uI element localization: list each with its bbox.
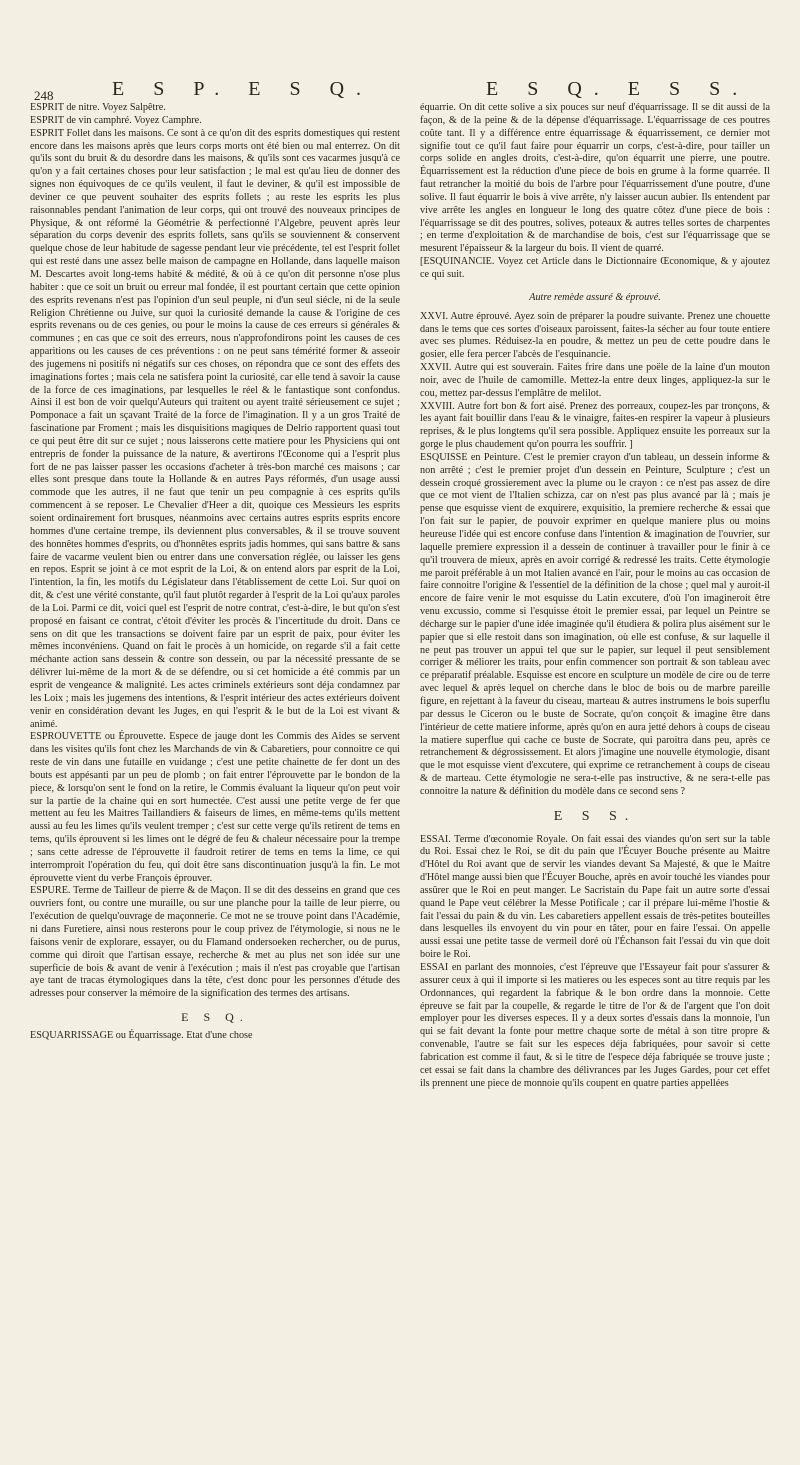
subheading-remede: Autre remède assuré & éprouvé. [529, 291, 661, 303]
section-heading-esq: E S Q. [181, 1010, 249, 1025]
entry-esquisse: ESQUISSE en Peinture. C'est le premier crayon d'un tableau, un dessein informe & non arrêté ; c'est le premier projet d'un dessein en Peinture, Sculpture ; c'est un dessein croqué grossierement avec la plume ou le crayon : ce n'est pas assez de dire que ce mot vient de l'Italien schizza, car on n'est pas plus avancé par là ; mais je pense que esquisse vient de exquirere, exquisitio, la premiere recherche & essai que l'on fait sur le papier, de pouvoir exprimer en quelque maniere plus ou moins heureuse l'idée qui est encore confuse dans l'intention & imagination de l'ouvrier, sur laquelle premiere expression il a dessein de continuer à travailler pour le finir à ce qu'il trouvera de mieux, après en avoir corrigé & redressé les traits. Cette étymologie me paroit préférable à un mot Italien avancé en l'air, pour le moins au cas occasion de faire connoitre l'origine & l'essentiel de la définition de la chose ; quel mal y auroit-il encore de faire venir le mot esquisse du Latin excutere, d'où l'on imagineroit être venu excussio, comme si l'esquisse étoit le premier essai, par lequel un Peintre se décharge sur le papier d'une idée imaginée qu'il étudiera & polira plus aisément sur le papier que si elle restoit dans son imagination, où elle est confuse, & sur laquelle il ne peut pas trouver un appui tel que sur le papier, sur lequel il peut sensiblement corriger & méliorer les traits, pour enfin commencer son portrait & son tableau avec ce préparatif préalable. Esquisse est encore en sculpture un modèle de cire ou de terre avec lequel & après lequel on cherche dans le bloc de bois ou de marbre pareille figure, en rejettant à la faveur du ciseau, marteau & autres instrumens le bois superflu par dessus le Ciceron ou le buste de Socrate, qu'on conçoit & imagine être dans l'intérieur de cette matiere informe, après qu'on en aura jetté dehors à coups de ciseau la matiere superflue qui cache ce buste de Socrate, qui paroitra dans peu, après ce retranchement & dégrossissement. Et alors j'imagine une nouvelle étymologie, disant que le mot esquisse vient d'excutere, qui exprime ce retranchement à coups de ciseau & de marteau. Cette étymologie ne sera-t-elle pas instructive, & ne sera-t-elle pas connoitre la nature & définition du modèle dans ce second sens ? [420, 451, 770, 797]
running-title-left: E S P. E S Q. [112, 78, 374, 100]
running-title-right: E S Q. E S S. [486, 78, 750, 100]
left-column [30, 102, 400, 1043]
entry-esprit-vin: ESPRIT de vin camphré. Voyez Camphre. [30, 114, 202, 126]
entry-esprit-nitre: ESPRIT de nitre. Voyez Salpêtre. [30, 102, 166, 113]
entry-espure: ESPURE. Terme de Tailleur de pierre & de Maçon. Il se dit des desseins en grand que ces ouvriers font, ou contre une muraille, ou sur une planche pour la taille de leur pierre, ou l'exécution de quelqu'ouvrage de maçonnerie. Ce mot ne se trouve point dans l'Académie, ni dans Furetiere, ainsi nous resterons pour le coup privez de l'étymologie, si nous ne le faisons venir de explorare, essayer, ou du Flamand ondersoeken rechercher, ou de purus, comme qui diroit que l'artisan essaye, recherche & met au plus net son idée sur une superficie de bois & avant de venir à l'exécution ; mais il n'est pas croyable que l'artisan aye tant de tracas étymologiques dans la tête, c'est donc pour les personnes d'étude des adresses pour conserver la mémoire de la signification des termes des artisans. [30, 885, 400, 1000]
remede-xxvi: XXVI. Autre éprouvé. Ayez soin de préparer la poudre suivante. Prenez une chouette dans le tems que ces sortes d'oiseaux paroissent, faites-la sécher au four toute entiere avec ses plumes. Réduisez-la en poudre, & mettez un peu de cette poudre dans le gosier, elle fera percer l'abcès de l'esquinancie. [420, 310, 770, 361]
right-column [420, 102, 770, 1090]
entry-esquinancie: [ESQUINANCIE. Voyez cet Article dans le Dictionnaire Œconomique, & y ajoutez ce qui suit. [420, 256, 770, 280]
entry-esquarrissage: ESQUARRISSAGE ou Équarrissage. Etat d'une chose [30, 1029, 253, 1041]
entry-essai-monnoies: ESSAI en parlant des monnoies, c'est l'épreuve que l'Essayeur fait pour s'assurer & assurer ceux à qui il importe si les matieres ou les especes sont au titre requis par les Ordonnances, qui regardent la fabrique & le bon ordre dans la monnoie. Cette épreuve se fait par la coupelle, & regarde le titre de l'or & de l'argent que l'on doit employer pour les diverses especes. Il y a deux sortes d'essais dans la monnoie, l'un qui se fait devant la fonte pour mettre chaque sorte de métal à son titre propre & convenable, l'autre se fait sur les especes déja fabriquées, pour savoir si cette fabrication est comme il faut, & si le titre de l'espece déja fabriquée se trouve juste ; cet essai se fait dans la chambre des délivrances par les Juges Gardes, pour cet effet ils prennent une piece de monnoie qu'ils coupent en quatre parties appellées [420, 962, 770, 1089]
entry-essai: ESSAI. Terme d'œconomie Royale. On fait essai des viandes qu'on sert sur la table du Roi. Essai chez le Roi, se dit du pain que l'Écuyer Bouche présente au Maitre d'Hôtel du Roi avant que de servir les viandes devant Sa Majesté, & que le Maitre d'Hôtel mange aussi bien que l'Écuyer Bouche, après en avoir touché les viandes pour assûrer que le Roi en peut manger. Le Sacristain du Pape fait un autre sorte d'essai quand le Pape veut célébrer la Messe Potificale ; car il prépare lui-même l'hostie & fait l'essai du pain & du vin. Les cabaretiers appellent essais de très-petites bouteilles dans lesquelles ils envoyent du vin pour en tâter, pour en faire l'essai. On appelle aussi essai une petite tasse de vermeil doré où l'Échanson fait l'essai du vin que doit boire le Roi. [420, 833, 770, 961]
remede-xxvii: XXVII. Autre qui est souverain. Faites frire dans une poële de la laine d'un mouton noir, avec de l'huile de camomille. Mettez-la entre deux linges, appliquez-la sur le cou, mettez par-dessus l'emplâtre de melilot. [420, 362, 770, 399]
page-number: 248 [34, 88, 54, 103]
section-heading-ess: E S S. [553, 808, 637, 824]
entry-esquarrissage-cont: équarrie. On dit cette solive a six pouces sur neuf d'équarrissage. Il se dit aussi de la façon, & de la peine & de la dépense d'équarrissage. L'équarrissage de ces poutres coûte tant. Il y a différence entre équarrissage & équarrissement, ce dernier mot signifie tout ce qu'il faut faire pour équarrir un corps, c'est-à-dire, pour tailler un corps solide en angles droits, c'est-à-dire, qu'on équarrit une pierre, une poutre. Équarrissement est la réduction d'une piece de bois en grume à la forme quarrée. Il faut retrancher la moitié du bois de l'arbre pour l'équarrissement d'une poutre, d'une solive. Il faut équarrir le bois à vive arrête, n'y laisser aucun aubier. Ils entendent par vive arrête les angles en longueur le long des quatre côtez d'une piece de bois : l'équarrissage se dit des poutres, solives, poteaux & autres telles sortes de charpentes ; en terme d'exploitation & de marchandise de bois, c'est sur l'équarrissage que se mesurent l'épaisseur & la largeur du bois. Il vient de quarré. [420, 102, 770, 255]
entry-esprit-follet: ESPRIT Follet dans les maisons. Ce sont à ce qu'on dit des esprits domestiques qui restent encore dans les maisons après que leurs corps morts ont été bien ou mal enterrez. On dit qu'ils sont du bruit & du desordre dans les maisons, & qu'ils sont ces vacarmes jusqu'à ce qu'on y a fait certaines choses pour leur satisfaction ; le mal est qu'au lieu de donner des signes non équivoques de ce qu'ils veulent, il faut le deviner, & qu'il est impossible de deviner ce que peuvent souhaiter des esprits follets ; au reste les esprits les plus raisonnables pendant l'animation de leur corps, qui ont trouvé des nouveaux principes de Physique, & ont réformé la Géométrie & perfectionné l'Algebre, peuvent après leur séparation du corps devenir des esprits follets, sans qu'ils se souviennent & conservent quelque chose de leur habitude de sagesse pendant leur vie précédente, tel est l'esprit follet qui est resté dans une assez belle maison de campagne en Hollande, dans laquelle maison M. Descartes avoit long-tems habité & médité, & où à ce qu'on dit personne n'ose plus habiter : que ce soit un bruit ou erreur mal fondée, il est pourtant certain que cette opinion des esprits revenans n'est pas l'opinion d'un seul peuple, ni d'un seul siécle, ni de la seule Religion Chrétienne ou Juive, sur quoi la curiosité demande la cause & l'origine de ces esprits revenans ou de ces genies, ou pour le moins la cause de ces erreurs si générales & communes ; en cas que ce soit des erreurs, nous n'approfondirons point les causes de ces apparitions ou les causes de ces préventions : on ne peut sans témérité former & asseoir des jugemens ni positifs ni négatifs sur ces choses, on répondra que ce sont des effets des imaginations fortes ; mais cela ne satisfera point la curiosité, car elle tend à savoir la cause de la force de ces imaginations, par lesquelles le réel & le fantastique sont confondus. Ainsi il est bon de voir quelqu'Auteurs qui traitent ou ayent traité sérieusement ce sujet ; Pomponace a fait un sçavant Traité de la force de l'imagination. Il y a un gros Traité de fascinatione par Froment ; mais les disquisitions magiques de Delrio rapportent quasi tout ce qui peut être dit sur ce sujet ; nous laisserons cette matiere pour les Physiciens qui ont entrepris de fonder la puissance de la nature, & avertirons l'Œconome qui a l'esprit plus fort de ne pas laisser passer les occasions d'acheter à très-bon marché ces maisons ; car elles sont presque dans toute la Hollande & en autres Pays réformés, d'un usage aussi commode que les autres, il ne faut que tenir un peu compagnie à ces esprits qu'ils commencent à se reposer. Le Chevalier d'Heer a dit, quoique ces Messieurs les esprits soient ordinairement fort brusques, néanmoins avec certains autres esprits esprits encore hommes d'une certaine trempe, ils deviennent plus conversables, & il se trouve souvent des honnêtes hommes d'esprits, ou d'honnêtes esprits jadis hommes, qui sans battre & sans faire de vacarme veulent bien ou entrer dans une conversation réglée, ou laisser les gens en repos. Esprit se joint à ce mot esprit de la Loi, & on entend alors par esprit de la Loi, l'intention, la fin, les motifs du Législateur dans l'établissement de cette Loi. Sur quoi on dit, & c'est une vérité constante, qu'il faut plutôt regarder à l'esprit de la Loi qu'aux paroles de la Loi. Parmi ce dit, voici quel est l'esprit de notre contrat, c'est-à-dire, le but qu'on s'est proposé en faisant ce contrat, c'étoit d'éviter les procès & l'incertitude du droit. Dans ce sens on dit que les transactions se doivent faire par un esprit de paix, pour éviter les mêmes inconvéniens. Quand on fait le procès à un homicide, on regarde s'il a fait cette méchante action sans dessein & contre son dessein, ou par la nécessité pressante de se délivrer lui-même de la mort & de se défendre, ou si cet homicide a été commis par un esprit de vengeance & malignité. Les actes criminels extérieurs sont déja condamnez par les Loix ; mais les jugemens des intentions, & l'esprit intérieur des actes extérieurs doivent venir en considération devant les Juges, en qui l'esprit & le but de la Loi est vivant & animé. [30, 127, 400, 730]
remede-xxviii: XXVIII. Autre fort bon & fort aisé. Prenez des porreaux, coupez-les par tronçons, & les ayant fait bouillir dans l'eau & le vinaigre, faites-en respirer la vapeur à plusieurs reprises, & le plus longtems qu'il sera possible. Appliquez ensuite les porreaux sur la gorge le plus chaudement qu'on pourra les souffrir. ] [420, 400, 770, 451]
page-header [0, 74, 800, 104]
entry-esprouvette: ESPROUVETTE ou Éprouvette. Espece de jauge dont les Commis des Aides se servent dans les visites qu'ils font chez les Marchands de vin & Cabaretiers, pour connoitre ce qui reste de vin dans une futaille en vuidange ; c'est une petite chainette de fer dont un des bouts est appésanti par un peu de plomb ; on fait entrer l'éprouvette par le bondon de la piece, & lorsqu'on sent le fond on la retire, le Commis évaluant la liqueur qu'on peut voir sur la partie de la chaine qui en sort humectée. C'est aussi une petite verge de fer que mettent au feu les Maitres Taillandiers & faiseurs de limes, en même-tems qu'ils mettent aussi au feu les limes qu'ils veulent tremper ; c'est sur cette verge qu'ils retirent de tems en tems, qu'ils éprouvent si les limes ont le dégré de feu & chaleur nécessaire pour la trempe ; sans cette adresse de l'éprouvette il faudroit retirer de tems en tems la lime, ce qui interromproit l'opération du feu, qui doit être sans discontinuation jusqu'à la fin. Le mot éprouvette vient du verbe François éprouver. [30, 731, 400, 884]
